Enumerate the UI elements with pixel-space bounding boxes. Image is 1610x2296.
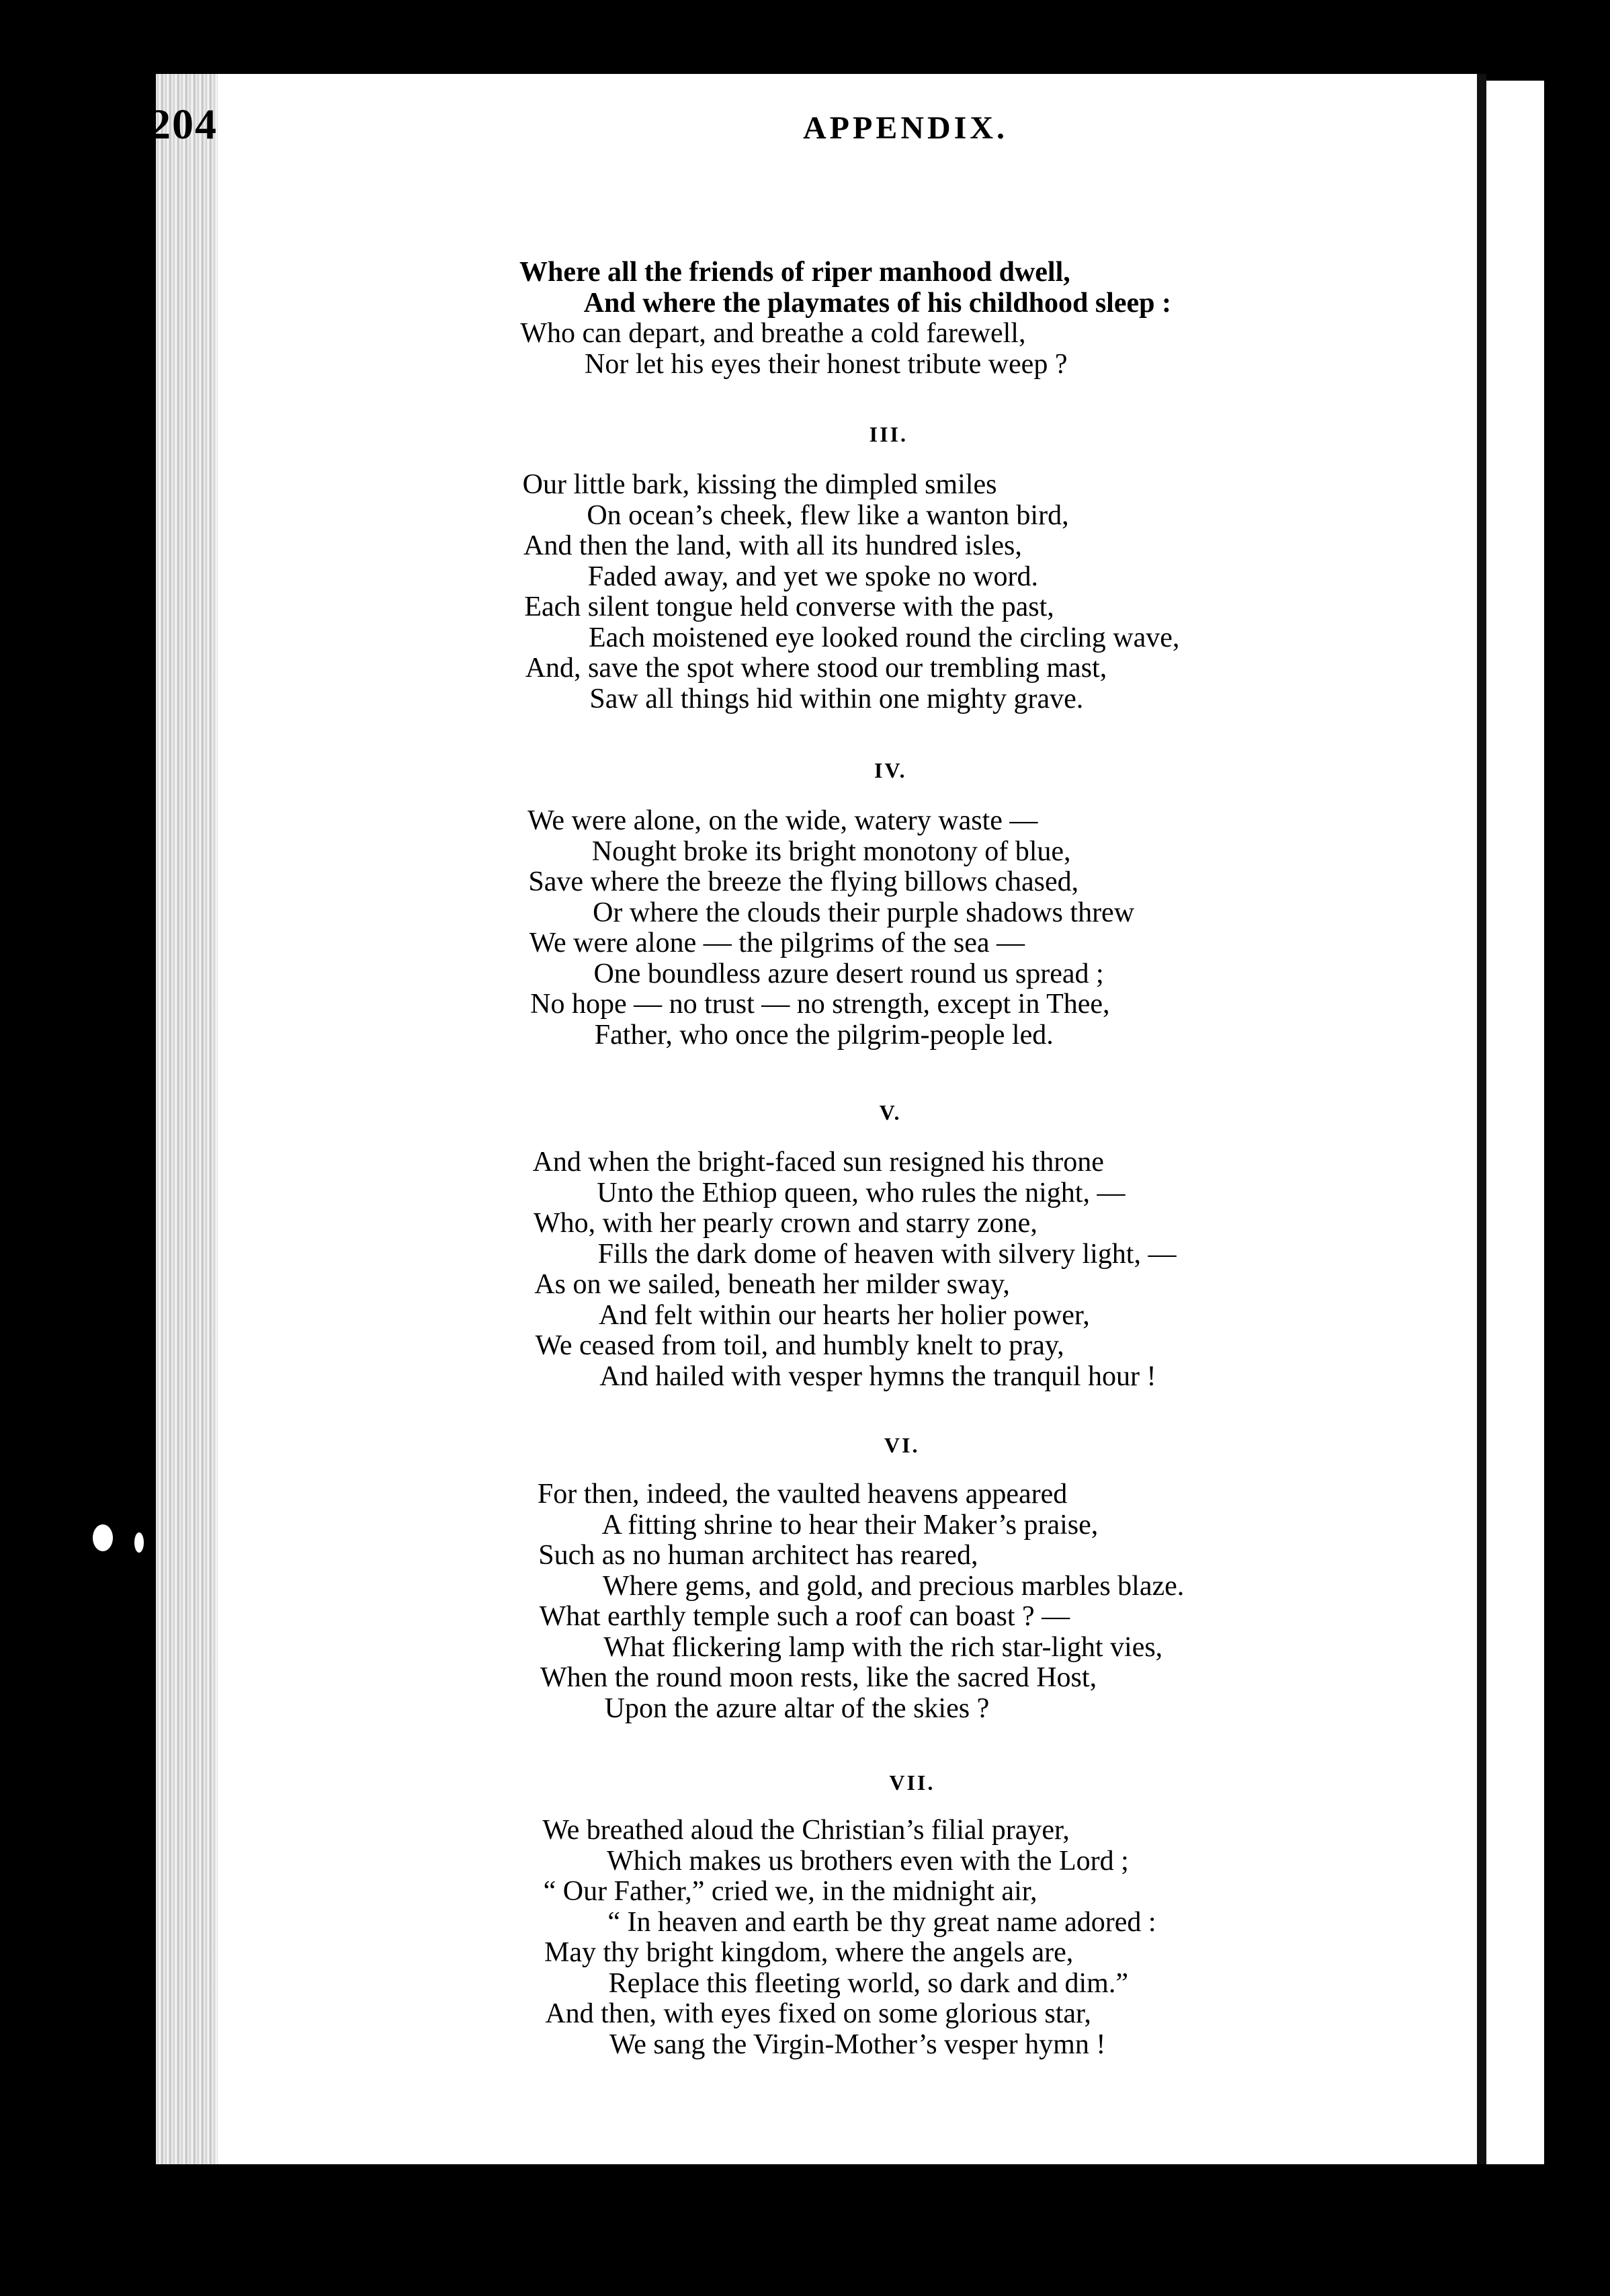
verse-line: On ocean’s cheek, flew like a wanton bird, — [587, 499, 1069, 531]
verse-line: Where all the friends of riper manhood dwell, — [519, 257, 1070, 288]
verse-line: And when the bright-faced sun resigned his throne — [532, 1147, 1104, 1178]
verse-line: Who, with her pearly crown and starry zone, — [533, 1208, 1037, 1239]
verse-line: We were alone, on the wide, watery waste — — [527, 805, 1038, 836]
verse-line: We were alone — the pilgrims of the sea — — [529, 928, 1025, 958]
verse-line: As on we sailed, beneath her milder sway, — [534, 1269, 1010, 1300]
verse-line: Replace this fleeting world, so dark and dim.” — [608, 1967, 1128, 1999]
verse-line: Each silent tongue held converse with the past, — [524, 591, 1054, 622]
verse-line: Nought broke its bright monotony of blue, — [591, 835, 1071, 867]
verse-line: And felt within our hearts her holier power, — [598, 1299, 1090, 1331]
verse-line: Save where the breeze the flying billows chased, — [528, 866, 1079, 897]
verse-line: “ In heaven and earth be thy great name adored : — [607, 1906, 1156, 1938]
verse-line: One boundless azure desert round us spread ; — [593, 958, 1104, 989]
verse-line: And hailed with vesper hymns the tranquil hour ! — [599, 1360, 1156, 1392]
verse-line: And, save the spot where stood our trembling mast, — [525, 653, 1107, 684]
page-gutter — [1477, 74, 1486, 2164]
verse-line: Such as no human architect has reared, — [538, 1540, 978, 1571]
verse-line: What flickering lamp with the rich star-light vies, — [603, 1631, 1163, 1663]
scan-speck — [93, 1524, 113, 1551]
verse-line: Unto the Ethiop queen, who rules the night, — — [597, 1177, 1126, 1208]
verse-line: “ Our Father,” cried we, in the midnight air, — [543, 1876, 1037, 1907]
verse-line: We sang the Virgin-Mother’s vesper hymn ! — [609, 2028, 1106, 2060]
verse-line: Fills the dark dome of heaven with silvery light, — — [597, 1238, 1177, 1270]
verse-line: A fitting shrine to hear their Maker’s praise, — [601, 1509, 1099, 1541]
verse-line: No hope — no trust — no strength, except in Thee, — [530, 989, 1110, 1020]
page-number: 204 — [149, 100, 218, 148]
verse-line: Each moistened eye looked round the circling wave, — [589, 622, 1180, 653]
verse-line: We breathed aloud the Christian’s filial prayer, — [542, 1815, 1070, 1846]
scan-speck — [134, 1532, 144, 1553]
verse-line: And then the land, with all its hundred isles, — [523, 530, 1022, 561]
stanza-numeral: V. — [879, 1100, 902, 1124]
verse-line: Saw all things hid within one mighty grave. — [589, 683, 1084, 714]
verse-line: Father, who once the pilgrim-people led. — [594, 1019, 1054, 1051]
verse-line: What earthly temple such a roof can boast ? — — [539, 1601, 1070, 1632]
stanza-numeral: III. — [869, 422, 908, 446]
book-fore-edge — [156, 74, 218, 2164]
stanza-numeral: VII. — [889, 1770, 935, 1795]
verse-line: Or where the clouds their purple shadows threw — [593, 897, 1135, 928]
running-head: APPENDIX. — [803, 110, 1008, 146]
verse-line: Which makes us brothers even with the Lord ; — [606, 1845, 1129, 1877]
stanza-numeral: IV. — [874, 758, 907, 782]
verse-line: Nor let his eyes their honest tribute weep ? — [585, 348, 1068, 380]
verse-line: May thy bright kingdom, where the angels are, — [544, 1937, 1074, 1968]
verse-line: For then, indeed, the vaulted heavens appeared — [537, 1479, 1068, 1510]
verse-line: Our little bark, kissing the dimpled smiles — [522, 469, 997, 500]
facing-page-edge — [1486, 81, 1544, 2164]
verse-line: And then, with eyes fixed on some glorious star, — [545, 1998, 1091, 2029]
verse-line: Faded away, and yet we spoke no word. — [587, 561, 1038, 592]
verse-line: And where the playmates of his childhood sleep : — [583, 287, 1171, 319]
stanza-numeral: VI. — [884, 1433, 920, 1457]
verse-line: When the round moon rests, like the sacred Host, — [540, 1662, 1097, 1693]
verse-line: Who can depart, and breathe a cold farewell, — [520, 318, 1026, 349]
verse-line: We ceased from toil, and humbly knelt to pray, — [535, 1330, 1064, 1361]
verse-line: Upon the azure altar of the skies ? — [604, 1692, 990, 1724]
verse-line: Where gems, and gold, and precious marbles blaze. — [602, 1570, 1185, 1602]
